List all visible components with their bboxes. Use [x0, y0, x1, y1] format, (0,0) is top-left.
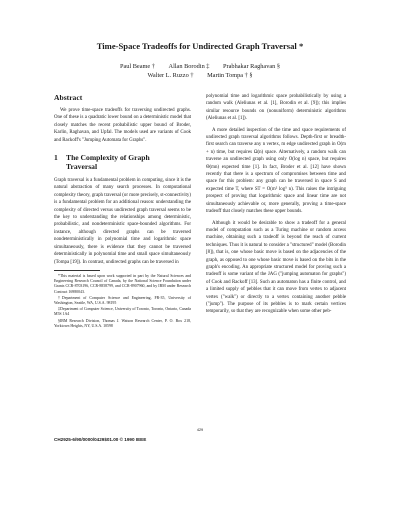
section-1-number: 1	[54, 153, 58, 163]
author-borodin: Allan Borodin ‡	[168, 63, 210, 70]
right-paragraph-1: polynomial time and logarithmic space probabilistically by using a random walk (Aleliunas et al. [1], Borodin et al. [9]); this implies similar resource bounds on (nonuniform) deterministic algorithms (Aleliunas et al. [1]).	[206, 94, 346, 122]
right-paragraph-3: Although it would be desirable to show a tradeoff for a general model of computation such as a Turing machine or random access machine, obtaining such a tradeoff is beyond the reach of current techniques. Thus it is natural to consider a "structured" model (Borodin [8]), that is, one whose basic move is based on the adjacencies of the graph, as opposed to one whose basic move is based on the bits in the graph's encoding. An appropriate structured model for proving such a tradeoff is some variant of the JAG ("jumping automaton for graphs") of Cook and Rackoff [13]. Such an automaton has a finite control, and a limited supply of pebbles that it can move from vertex to adjacent vertex ("walk") or directly to a vertex containing another pebble ("jump"). The purpose of its pebbles is to mark certain vertices temporarily, so that they are recognizable when some other peb-	[206, 220, 346, 315]
paper-title: Time-Space Tradeoffs for Undirected Graph Traversal *	[96, 41, 304, 51]
copyright-footer: CH2925-6/90/0000/0429$01.00 © 1990 IEEE	[54, 437, 147, 442]
abstract-text: We prove time-space tradeoffs for traversing undirected graphs. One of these is a quadratic lower bound on a deterministic model that closely matches the recent probabilistic upper bound of Broder, Karlin, Raghavan, and Upfal. The models used are variants of Cook and Rackoff's "Jumping Automata for Graphs".	[54, 108, 191, 143]
authors-line-2	[0, 72, 400, 79]
abstract-heading: Abstract	[54, 93, 83, 102]
section-1-paragraph: Graph traversal is a fundamental problem in computing, since it is the natural abstraction of many search processes. In computational complexity theory, graph traversal (or more precisely, st-connectivity) is a fundamental problem for an additional reason: understanding the complexity of directed versus undirected graph traversal seems to be the key to understanding the relationships among deterministic, probabilistic, and nondeterministic space-bounded algorithms. For instance, although directed graphs can be traversed nondeterministically in polynomial time and logarithmic space simultaneously, there is evidence that they cannot be traversed deterministically in polynomial time and small space simultaneously (Tompa [19]). In contrast, undirected graphs can be traversed in	[54, 178, 191, 265]
author-tompa: Martin Tompa † §	[207, 72, 253, 79]
footnote-funding: *This material is based upon work supported in part by the Natural Sciences and Engineering Research Council of Canada, by the National Science Foundation under Grants CCR-8703196, CCR-8858799, and CCR-8907960, and by IBM under Research Contract 16980043.	[54, 273, 191, 294]
author-raghavan: Prabhakar Raghavan §	[223, 63, 281, 70]
footnote-divider	[54, 270, 100, 271]
author-ruzzo: Walter L. Ruzzo †	[147, 72, 194, 79]
right-column	[206, 93, 346, 316]
left-column	[54, 93, 191, 330]
author-beame: Paul Beame †	[119, 63, 155, 70]
footnote-toronto: ‡Department of Computer Science, University of Toronto, Toronto, Ontario, Canada M5S 1A4	[54, 307, 191, 317]
section-1-title-line-1: The Complexity of Graph	[66, 153, 150, 163]
section-1-title-line-2: Traversal	[66, 162, 98, 172]
right-paragraph-2: A more detailed inspection of the time and space requirements of undirected graph traversal algorithms follows. Depth-first or breadth-first search can traverse any n vertex, m edge undirected graph in O(m + n) time, but requires Ω(n) space. Alternatively, a random walk can traverse an undirected graph using only O(log n) space, but requires Θ(mn) expected time [1]. In fact, Broder et al. [12] have shown recently that there is a spectrum of compromises between time and space for this problem: any graph can be traversed in space S and expected time T, where ST = O(m² log⁵ n). This raises the intriguing prospect of proving that logarithmic space and linear time are not simultaneously achievable or, more generally, proving a time-space tradeoff that closely matches these upper bounds.	[206, 127, 346, 215]
page-number: 429	[196, 428, 204, 432]
footnote-washington: †Department of Computer Science and Engineering, FR-35, University of Washington, Seattle, WA, U.S.A. 98195	[54, 295, 191, 305]
authors-line-1	[0, 63, 400, 70]
footnote-ibm: §IBM Research Division, Thomas J. Watson Research Center, P. O. Box 218, Yorktown Heights, NY, U.S.A. 10598	[54, 318, 191, 328]
section-1-heading	[54, 153, 191, 171]
